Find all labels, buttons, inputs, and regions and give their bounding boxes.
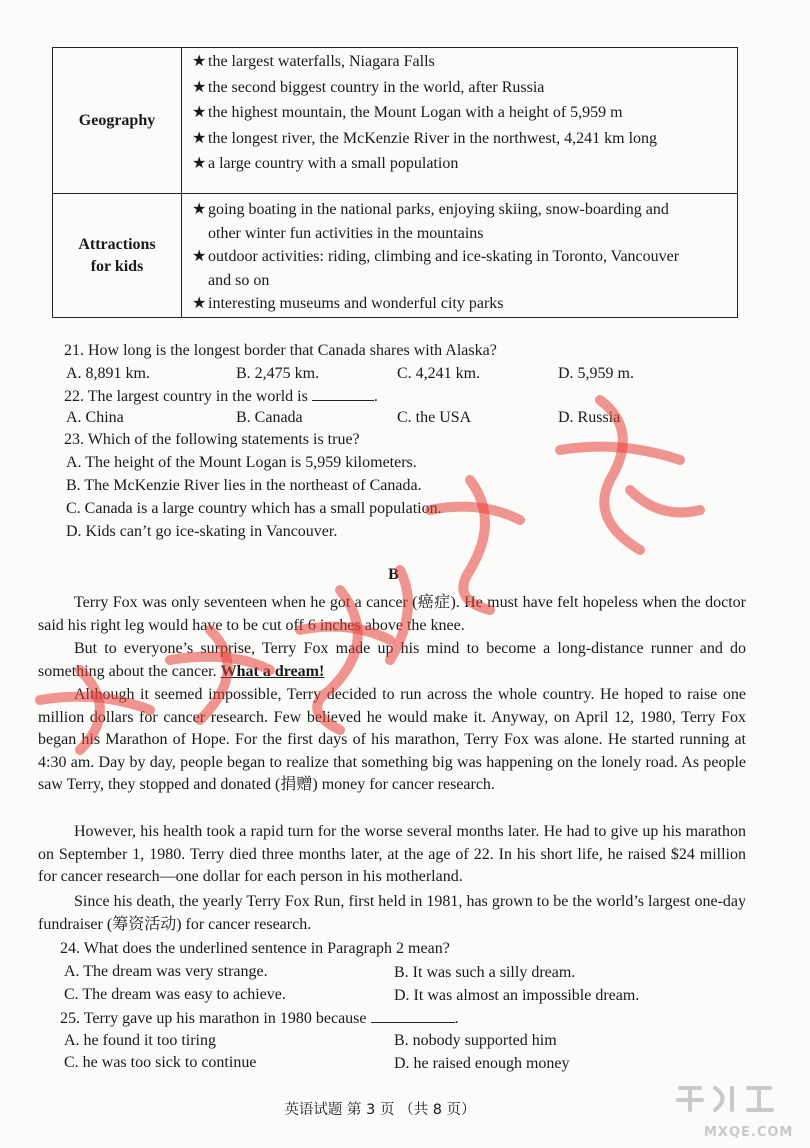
passage-paragraph-5: Since his death, the yearly Terry Fox Run, first held in 1981, has grown to be the world’s largest one-day fundraiser (筹资活动) for cancer research. [38,893,746,933]
question-25: 25. Terry gave up his marathon in 1980 because . [60,1007,459,1030]
option-25c[interactable]: C. he was too sick to continue [64,1054,257,1071]
option-24b[interactable]: B. It was such a silly dream. [394,964,576,981]
option-21c[interactable]: C. 4,241 km. [397,365,481,382]
table-item: ★ the longest river, the McKenzie River in the northwest, 4,241 km long [192,126,729,152]
option-21b[interactable]: B. 2,475 km. [236,365,320,382]
option-23b[interactable]: B. The McKenzie River lies in the northeast of Canada. [66,477,422,494]
answer-blank [312,385,374,401]
option-21a[interactable]: A. 8,891 km. [66,365,150,382]
table-row-geography [53,48,737,194]
category-attractions: Attractions for kids [53,194,182,317]
option-22a[interactable]: A. China [66,409,124,426]
option-22c[interactable]: C. the USA [397,409,472,426]
passage-paragraph-2: But to everyone’s surprise, Terry Fox made up his mind to become a long-distance runner and do something about the cancer. What a dream! [38,640,746,680]
option-23d[interactable]: D. Kids can’t go ice-skating in Vancouver. [66,523,338,540]
star-icon: ★ [192,53,207,70]
canada-info-table [52,47,738,318]
question-21: 21. How long is the longest border that Canada shares with Alaska? [64,342,497,359]
attractions-items [182,194,737,317]
option-21d[interactable]: D. 5,959 m. [558,365,634,382]
table-item: ★ a large country with a small population [192,151,729,177]
star-icon: ★ [192,295,207,312]
option-23c[interactable]: C. Canada is a large country which has a small population. [66,500,442,517]
question-22: 22. The largest country in the world is . [64,385,378,408]
answer-blank [371,1007,455,1023]
table-item: ★ going boating in the national parks, enjoying skiing, snow-boarding and other winter fun activities in the mountains [192,198,729,245]
category-geography: Geography [53,48,182,193]
star-icon: ★ [192,104,207,121]
table-item: ★ the largest waterfalls, Niagara Falls [192,49,729,75]
option-24c[interactable]: C. The dream was easy to achieve. [64,986,286,1003]
page-footer: 英语试题 第 3 页 （共 8 页） [284,1102,476,1118]
option-24d[interactable]: D. It was almost an impossible dream. [394,987,640,1004]
table-item: ★ interesting museums and wonderful city parks [192,292,729,316]
star-icon: ★ [192,201,207,218]
question-23: 23. Which of the following statements is true? [64,431,360,448]
watermark-url: MXQE.COM [704,1125,794,1140]
passage-paragraph-4: However, his health took a rapid turn for the worse several months later. He had to give up his marathon on September 1, 1980. Terry died three months later, at the age of 22. In his short life, he raised $24 million for cancer research—one dollar for each person in his motherland. [38,823,746,886]
option-23a[interactable]: A. The height of the Mount Logan is 5,959 kilometers. [66,454,417,471]
table-item: ★ the highest mountain, the Mount Logan with a height of 5,959 m [192,100,729,126]
star-icon: ★ [192,78,207,96]
geography-items [182,48,737,193]
table-item: ★ the second biggest country in the world, after Russia [192,75,729,101]
option-22d[interactable]: D. Russia [558,409,621,426]
table-item: ★ outdoor activities: riding, climbing and ice-skating in Toronto, Vancouver and so on [192,245,729,292]
option-25a[interactable]: A. he found it too tiring [64,1032,216,1049]
star-icon: ★ [192,129,207,147]
underlined-sentence: What a dream! [220,662,325,680]
passage-paragraph-1: Terry Fox was only seventeen when he got a cancer (癌症). He must have felt hopeless when the doctor said his right leg would have to be cut off 6 inches above the knee. [38,594,746,634]
star-icon: ★ [192,248,207,265]
option-25b[interactable]: B. nobody supported him [394,1032,557,1049]
star-icon: ★ [192,155,207,172]
option-22b[interactable]: B. Canada [236,409,303,426]
passage-paragraph-3: Although it seemed impossible, Terry decided to run across the whole country. He hoped to raise one million dollars for cancer research. Few believed he would make it. Anyway, on April 12, 1980, Terry Fox began his Marathon of Hope. For the first days of his marathon, Terry Fox was alone. He started running at 4:30 am. Day by day, people began to realize that something big was happening on the lonely road. As people saw Terry, they stopped and donated (捐赠) money for cancer research. [38,686,746,794]
section-b-heading: B [388,566,399,583]
table-row-attractions [53,194,737,317]
option-25d[interactable]: D. he raised enough money [394,1055,570,1072]
option-24a[interactable]: A. The dream was very strange. [64,963,268,980]
question-24: 24. What does the underlined sentence in Paragraph 2 mean? [60,940,450,957]
